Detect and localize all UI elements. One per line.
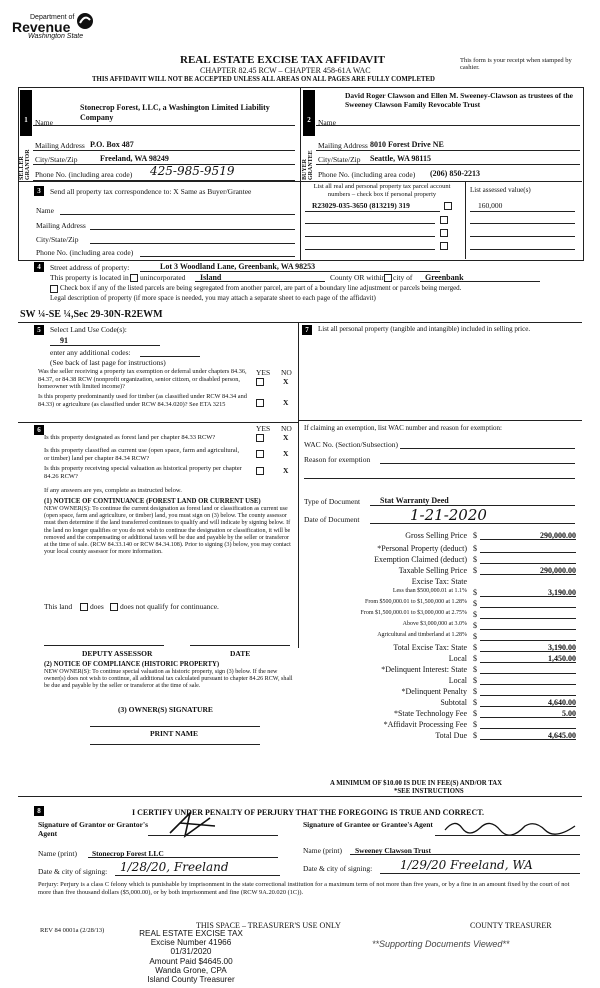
deputy-assessor-label: DEPUTY ASSESSOR	[82, 649, 153, 658]
street-label: Street address of property:	[50, 263, 130, 272]
s6-q1-yes-checkbox[interactable]	[256, 434, 264, 442]
tax-total-state-dollar: $	[473, 643, 477, 652]
s5-yes-header: YES	[256, 368, 271, 377]
seller-side-label: SELLER GRANTOR	[19, 149, 31, 180]
tax-t5-label: Agricultural and timberland at 1.28%	[377, 632, 467, 638]
segregated-checkbox[interactable]	[50, 285, 58, 293]
s3-mail-label: Mailing Address	[36, 221, 86, 230]
city-of-label: city of	[393, 273, 413, 282]
section-8-number: 8	[34, 806, 44, 816]
tax-t1-label: Less than $500,000.01 at 1.1%	[392, 588, 467, 594]
section-4-number: 4	[34, 262, 44, 272]
county-treasurer-label: COUNTY TREASURER	[470, 921, 552, 930]
reason-label: Reason for exemption	[304, 455, 371, 464]
s6-q2-yes-checkbox[interactable]	[256, 450, 264, 458]
county-label: County OR within	[330, 273, 386, 282]
buyer-mail-label: Mailing Address	[318, 141, 368, 150]
tax-delinq-local-line	[480, 684, 576, 685]
stamp-line-3: 01/31/2020	[170, 947, 212, 957]
tax-delinq-local-dollar: $	[473, 676, 477, 685]
tax-t2-label: From $500,000.01 to $1,500,000 at 1.28%	[365, 599, 467, 605]
tax-tech-dollar: $	[473, 709, 477, 718]
tax-t1-dollar: $	[473, 588, 477, 597]
grantor-date-label: Date & city of signing:	[38, 867, 108, 876]
parcel-1-checkbox[interactable]	[444, 202, 452, 210]
buyer-name-label: Name	[318, 118, 336, 127]
tax-gross-label: Gross Selling Price	[405, 531, 467, 540]
legal-description: SW ¼-SE ¼,Sec 29-30N-R2EWM	[20, 309, 163, 320]
print-name-label: PRINT NAME	[150, 729, 198, 738]
personal-property-label: List all personal property (tangible and intangible) included in selling price.	[318, 325, 531, 333]
seller-phone-label: Phone No. (including area code)	[35, 170, 133, 179]
logo-line-1: Department of	[30, 14, 75, 21]
s3-city-label: City/State/Zip	[36, 235, 79, 244]
s5-no-header: NO	[281, 368, 292, 377]
stamp-line-1: REAL ESTATE EXCISE TAX	[139, 929, 243, 938]
city-name: Greenbank	[425, 273, 464, 282]
section-6-number: 6	[34, 425, 44, 435]
stamp-line-4: Amount Paid $4645.00	[149, 956, 233, 966]
notice-continuance-text: NEW OWNER(S): To continue the current designation as forest land or classification as current use (open space, farm and agriculture, or timber) land, you must sign on (3) below. The county assessor must then determine if the land transferred continues to qualify and will indicate by signing below. If the land no longer qualifies or you do not wish to continue the designation or classification, it will be removed and the compensating or additional taxes will be due and payable by the seller or transferor at the time of sale. (RCW 84.33.140 or RCW 84.34.108). Prior to signing (3) below, you may contact your local county assessor for more information.	[44, 506, 291, 556]
s3-name-label: Name	[36, 206, 54, 215]
treasurer-space-label: THIS SPACE – TREASURER'S USE ONLY	[196, 921, 341, 930]
tax-gross-value: 290,000.00	[540, 531, 576, 540]
tax-taxable-dollar: $	[473, 566, 477, 575]
s3-phone-label: Phone No. (including area code)	[36, 248, 134, 257]
form-title: REAL ESTATE EXCISE TAX AFFIDAVIT	[180, 54, 385, 66]
section-3-number: 3	[34, 186, 44, 196]
grantee-date-city: 1/29/20 Freeland, WA	[400, 858, 533, 872]
owner-signature-label: (3) OWNER(S) SIGNATURE	[118, 705, 213, 714]
see-back-label: (See back of last page for instructions)	[50, 358, 166, 367]
s6-yes-header: YES	[256, 424, 271, 433]
grantor-date-city: 1/28/20, Freeland	[120, 860, 229, 874]
section-2-number: 2	[304, 115, 314, 125]
stamp-line-5: Wanda Grone, CPA	[155, 965, 227, 975]
s6-q3-no-mark: X	[283, 466, 289, 475]
receipt-note: This form is your receipt when stamped by cashier.	[460, 57, 572, 71]
correspondence-label: Send all property tax correspondence to: X Same as Buyer/Grantee	[50, 187, 252, 196]
certify-statement: I CERTIFY UNDER PENALTY OF PERJURY THAT THE FOREGOING IS TRUE AND CORRECT.	[132, 808, 485, 817]
section-5-number: 5	[34, 325, 44, 335]
s6-q2-no-mark: X	[283, 449, 289, 458]
grantor-print-label: Name (print)	[38, 849, 77, 858]
tax-t3-dollar: $	[473, 610, 477, 619]
tax-delinq-state-line	[480, 673, 576, 674]
this-land-label: This land	[44, 602, 73, 611]
s5-question-1: Was the seller receiving a property tax exemption or deferral under chapters 84.36, 84.37, or 84.38 RCW (nonprofit organization, senior citizen, or disabled person, homeowner with limited income)?	[38, 368, 247, 390]
logo-line-2: Revenue	[12, 19, 71, 35]
doc-type: Stat Warranty Deed	[380, 496, 449, 505]
tax-t4-line	[480, 629, 576, 630]
buyer-mail: 8010 Forest Drive NE	[370, 140, 444, 149]
tax-subtotal-value: 4,640.00	[548, 698, 576, 707]
grantor-print-name: Stonecrop Forest LLC	[92, 849, 164, 858]
tax-local-value: 1,450.00	[548, 654, 576, 663]
parcel-number: R23029-035-3650 (813219) 319	[312, 201, 410, 210]
buyer-phone-label: Phone No. (including area code)	[318, 170, 416, 179]
treasurer-stamp	[126, 929, 256, 984]
tax-t5-dollar: $	[473, 632, 477, 641]
form-subtitle: CHAPTER 82.45 RCW – CHAPTER 458-61A WAC	[200, 66, 371, 75]
legal-label: Legal description of property (if more space is needed, you may attach a separate sheet to each page of the affidavit)	[50, 294, 376, 302]
doc-date-label: Date of Document	[304, 515, 360, 524]
city-of-checkbox[interactable]	[384, 274, 392, 282]
does-not-checkbox[interactable]	[110, 603, 118, 611]
tax-affidavit-line	[480, 728, 576, 729]
tax-personal-label: *Personal Property (deduct)	[377, 544, 467, 553]
s5-q1-yes-checkbox[interactable]	[256, 378, 264, 386]
tax-total-state-label: Total Excise Tax: State	[393, 643, 467, 652]
tax-t4-dollar: $	[473, 621, 477, 630]
tax-delinq-local-label: Local	[448, 676, 467, 685]
grantee-date-label: Date & city of signing:	[303, 864, 373, 873]
seller-city-label: City/State/Zip	[35, 155, 78, 164]
tax-taxable-value: 290,000.00	[540, 566, 576, 575]
tax-excise-label: Excise Tax: State	[411, 577, 467, 586]
logo-line-3: Washington State	[28, 33, 84, 40]
grantee-print-name: Sweeney Clawson Trust	[355, 846, 431, 855]
tax-affidavit-label: *Affidavit Processing Fee	[383, 720, 467, 729]
grantee-print-label: Name (print)	[303, 846, 342, 855]
seller-city: Freeland, WA 98249	[100, 154, 169, 163]
grantor-signature-icon	[160, 808, 230, 838]
tax-t5-line	[480, 640, 576, 641]
tax-personal-line	[480, 552, 576, 553]
buyer-name: David Roger Clawson and Ellen M. Sweeney-Clawson as trustees of the Sweeney Clawson Family Revocable Trust	[345, 91, 573, 109]
does-checkbox[interactable]	[80, 603, 88, 611]
notice-continuance-title: (1) NOTICE OF CONTINUANCE (FOREST LAND OR CURRENT USE)	[44, 498, 261, 505]
assessed-value: 160,000	[478, 201, 503, 210]
s6-q1-no-mark: X	[283, 433, 289, 442]
form-revision: REV 84 0001a (2/28/13)	[40, 927, 105, 934]
tax-delinq-pen-line	[480, 695, 576, 696]
parcel-2-checkbox[interactable]	[440, 216, 448, 224]
does-label: does	[90, 602, 104, 611]
tax-t3-line	[480, 618, 576, 619]
s5-q1-no-mark: X	[283, 377, 289, 386]
stamp-line-6: Island County Treasurer	[147, 975, 235, 985]
unincorporated-checkbox[interactable]	[130, 274, 138, 282]
does-not-label: does not qualify for continuance.	[120, 602, 219, 611]
stamp-line-2: Excise Number 41966	[150, 938, 232, 948]
tax-t2-dollar: $	[473, 599, 477, 608]
land-use-code: 91	[60, 336, 68, 345]
form-notice: THIS AFFIDAVIT WILL NOT BE ACCEPTED UNLESS ALL AREAS ON ALL PAGES ARE FULLY COMPLETED	[92, 76, 435, 83]
assessor-date-label: DATE	[230, 649, 251, 658]
tax-total-dollar: $	[473, 731, 477, 740]
section-1-number: 1	[21, 115, 31, 125]
s6-question-2: Is this property classified as current use (open space, farm and agricultural, or timber) land per chapter 84.34 RCW?	[44, 447, 240, 462]
tax-total-label: Total Due	[435, 731, 467, 740]
section-7-number: 7	[302, 325, 312, 335]
assessed-header: List assessed value(s)	[470, 186, 531, 194]
tax-delinq-pen-label: *Delinquent Penalty	[401, 687, 467, 696]
land-use-label: Select Land Use Code(s):	[50, 325, 127, 334]
s6-no-header: NO	[281, 424, 292, 433]
s6-q3-yes-checkbox[interactable]	[256, 467, 264, 475]
tax-delinq-state-label: *Delinquent Interest: State	[381, 665, 467, 674]
seller-phone: 425-985-9519	[150, 164, 235, 178]
seller-mail-label: Mailing Address	[35, 141, 85, 150]
see-instructions-note: *SEE INSTRUCTIONS	[394, 788, 464, 795]
logo-emblem-icon	[76, 12, 94, 30]
tax-exempt-label: Exemption Claimed (deduct)	[374, 555, 467, 564]
segregated-label: Check box if any of the listed parcels are being segregated from another parcel, are part of a boundary line adjustment or parcels being merged.	[60, 284, 462, 292]
seller-name: Stonecrop Forest, LLC, a Washington Limited Liability Company	[80, 103, 270, 122]
tax-exempt-line	[480, 563, 576, 564]
s5-q2-no-mark: X	[283, 398, 289, 407]
tax-tech-label: *State Technology Fee	[393, 709, 467, 718]
buyer-phone: (206) 850-2213	[430, 169, 480, 178]
tax-personal-dollar: $	[473, 544, 477, 553]
tax-t1-value: 3,190.00	[548, 588, 576, 597]
tax-subtotal-dollar: $	[473, 698, 477, 707]
tax-t4-label: Above $3,000,000 at 3.0%	[402, 621, 467, 627]
doc-date: 1-21-2020	[410, 506, 487, 524]
notice-compliance-text: NEW OWNER(S): To continue special valuation as historic property, sign (3) below. If the new owner(s) does not wish to continue, all additional tax calculated pursuant to chapter 84.26 RCW, shall be due and payable by the seller or transferor at the time of sale.	[44, 669, 293, 690]
s6-question-1: Is this property designated as forest land per chapter 84.33 RCW?	[44, 434, 216, 441]
tax-delinq-pen-dollar: $	[473, 687, 477, 696]
street-address: Lot 3 Woodland Lane, Greenbank, WA 98253	[160, 262, 316, 271]
supporting-docs-note: **Supporting Documents Viewed**	[372, 939, 510, 949]
additional-codes-label: enter any additional codes:	[50, 348, 131, 357]
s6-question-3: Is this property receiving special valuation as historical property per chapter 84.26 RCW?	[44, 465, 242, 480]
s5-q2-yes-checkbox[interactable]	[256, 399, 264, 407]
wac-label: WAC No. (Section/Subsection)	[304, 440, 398, 449]
tax-taxable-label: Taxable Selling Price	[398, 566, 467, 575]
grantee-signature-label: Signature of Grantee or Grantee's Agent	[303, 820, 433, 829]
perjury-statement: Perjury: Perjury is a class C felony which is punishable by imprisonment in the state correctional institution for a maximum term of not more than five years, or by a fine in an amount fixed by the court of not more than five thousand dollars ($5,000.00), or by both imprisonment and fine (RCW 9A.20.020 (1C)).	[38, 881, 570, 896]
tax-affidavit-dollar: $	[473, 720, 477, 729]
parcel-4-checkbox[interactable]	[440, 242, 448, 250]
located-label: This property is located in	[50, 273, 129, 282]
doc-type-label: Type of Document	[304, 497, 361, 506]
tax-exempt-dollar: $	[473, 555, 477, 564]
tax-local-dollar: $	[473, 654, 477, 663]
tax-total-value: 4,645.00	[548, 731, 576, 740]
minimum-note: A MINIMUM OF $10.00 IS DUE IN FEE(S) AND/OR TAX	[330, 780, 503, 787]
dor-logo	[12, 14, 112, 40]
s6-if-yes: If any answers are yes, complete as instructed below.	[44, 487, 182, 494]
tax-delinq-state-dollar: $	[473, 665, 477, 674]
seller-mail: P.O. Box 487	[90, 140, 134, 149]
tax-subtotal-label: Subtotal	[440, 698, 467, 707]
tax-gross-dollar: $	[473, 531, 477, 540]
notice-compliance-title: (2) NOTICE OF COMPLIANCE (HISTORIC PROPERTY)	[44, 661, 220, 668]
exemption-label: If claiming an exemption, list WAC number and reason for exemption:	[304, 424, 502, 432]
tax-t3-label: From $1,500,000.01 to $3,000,000 at 2.75%	[360, 610, 467, 616]
tax-total-state-value: 3,190.00	[548, 643, 576, 652]
buyer-city-label: City/State/Zip	[318, 155, 361, 164]
s5-question-2: Is this property predominantly used for timber (as classified under RCW 84.34 and 84.33) or agriculture (as classified under RCW 84.34.020)? See ETA 3215	[38, 393, 247, 408]
buyer-city: Seattle, WA 98115	[370, 154, 431, 163]
parcel-header: List all real and personal property tax parcel account numbers – check box if personal property	[313, 183, 451, 198]
tax-local-label: Local	[448, 654, 467, 663]
tax-t2-line	[480, 607, 576, 608]
parcel-3-checkbox[interactable]	[440, 229, 448, 237]
tax-tech-value: 5.00	[562, 709, 576, 718]
grantor-signature-label: Signature of Grantor or Grantor's Agent	[38, 820, 148, 838]
buyer-side-label: BUYER GRANTEE	[302, 150, 314, 180]
unincorporated-label: unincorporated	[140, 273, 186, 282]
county-name: Island	[200, 273, 222, 282]
seller-name-label: Name	[35, 118, 53, 127]
